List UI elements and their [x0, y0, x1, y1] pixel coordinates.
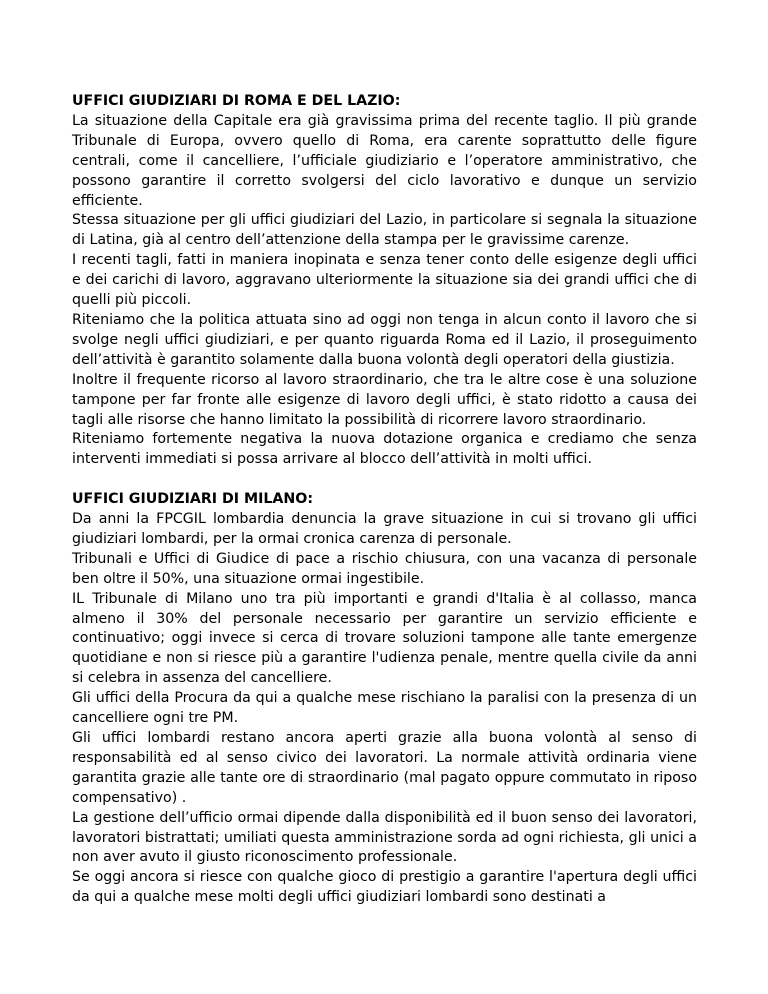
paragraph: Da anni la FPCGIL lombardia denuncia la grave situazione in cui si trovano gli uffici giudiziari lombardi, per la ormai cronica carenza di personale. [72, 511, 697, 547]
paragraph: IL Tribunale di Milano uno tra più importanti e grandi d'Italia è al collasso, manca almeno il 30% del personale necessario per garantire un servizio efficiente e continuativo; oggi invece si cerca di trovare soluzioni tampone alle tante emergenze quotidiane e non si riesce più a garantire l'udienza penale, mentre quella civile da anni si celebra in assenza del cancelliere. [72, 590, 697, 687]
paragraph: Inoltre il frequente ricorso al lavoro straordinario, che tra le altre cose è una soluzione tampone per far fronte alle esigenze di lavoro degli uffici, è stato ridotto a causa dei tagli alle risorse che hanno limitato la possibilità di ricorrere lavoro straordinario. [72, 371, 697, 428]
section-spacer [72, 470, 697, 490]
paragraph: La situazione della Capitale era già gravissima prima del recente taglio. Il più grande Tribunale di Europa, ovvero quello di Roma, era carente soprattutto delle figure centrali, come il cancelliere, l’ufficiale giudiziario e l’operatore amministrativo, che possono garantire il corretto svolgersi del ciclo lavorativo e dunque un servizio efficiente. [72, 112, 697, 209]
paragraph: Riteniamo che la politica attuata sino ad oggi non tenga in alcun conto il lavoro che si svolge negli uffici giudiziari, e per quanto riguarda Roma ed il Lazio, il proseguimento dell’attività è garantito solamente dalla buona volontà degli operatori della giustizia. [72, 311, 697, 368]
paragraph: Gli uffici lombardi restano ancora aperti grazie alla buona volontà al senso di responsabilità ed al senso civico dei lavoratori. La normale attività ordinaria viene garantita grazie alle tante ore di straordinario (mal pagato oppure commutato in riposo compensativo) . [72, 729, 697, 806]
section-milano [72, 490, 697, 908]
paragraph: Tribunali e Uffici di Giudice di pace a rischio chiusura, con una vacanza di personale ben oltre il 50%, una situazione ormai ingestibile. [72, 550, 697, 587]
paragraph: Riteniamo fortemente negativa la nuova dotazione organica e crediamo che senza interventi immediati si possa arrivare al blocco dell’attività in molti uffici. [72, 431, 697, 468]
document-page [72, 92, 697, 908]
paragraph: Se oggi ancora si riesce con qualche gioco di prestigio a garantire l'apertura degli uffici da qui a qualche mese molti degli uffici giudiziari lombardi sono destinati a [72, 869, 697, 906]
paragraph: I recenti tagli, fatti in maniera inopinata e senza tener conto delle esigenze degli uffici e dei carichi di lavoro, aggravano ulteriormente la situazione sia dei grandi uffici che di quelli più piccoli. [72, 252, 697, 309]
section-heading: UFFICI GIUDIZIARI DI ROMA E DEL LAZIO: [72, 93, 401, 109]
paragraph: La gestione dell’ufficio ormai dipende dalla disponibilità ed il buon senso dei lavoratori, lavoratori bistrattati; umiliati questa amministrazione sorda ad ogni richiesta, gli unici a non aver avuto il giusto riconoscimento professionale. [72, 809, 697, 866]
paragraph: Gli uffici della Procura da qui a qualche mese rischiano la paralisi con la presenza di un cancelliere ogni tre PM. [72, 690, 697, 727]
section-heading: UFFICI GIUDIZIARI DI MILANO: [72, 491, 314, 508]
paragraph: Stessa situazione per gli uffici giudiziari del Lazio, in particolare si segnala la situazione di Latina, già al centro dell’attenzione della stampa per le gravissime carenze. [72, 212, 697, 249]
section-roma-lazio [72, 92, 697, 470]
